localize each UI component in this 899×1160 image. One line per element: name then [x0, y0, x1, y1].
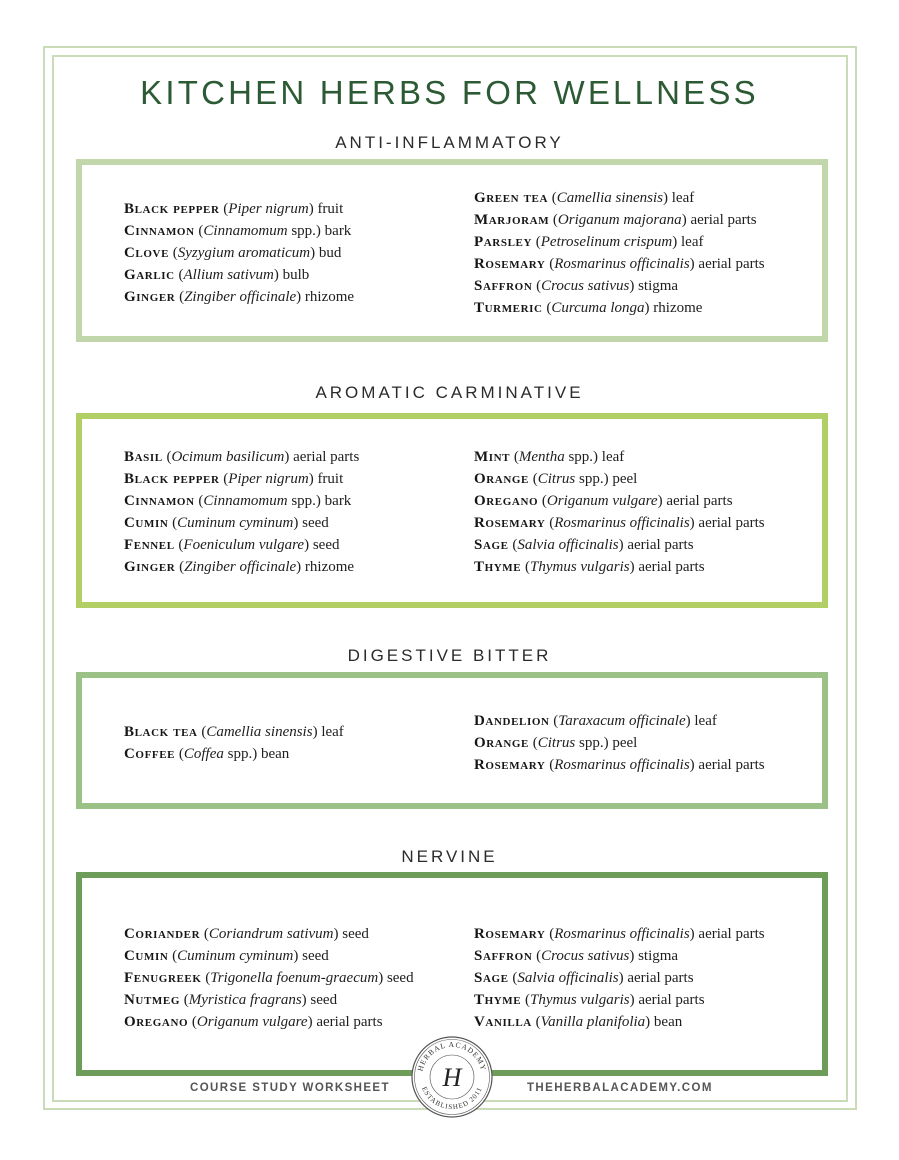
herb-part: rhizome [653, 300, 703, 316]
herb-part: bark [324, 493, 352, 509]
herb-name: Black pepper [124, 201, 220, 217]
herb-name: Sage [474, 970, 509, 986]
herb-name: Black pepper [124, 471, 220, 487]
herb-name: Rosemary [474, 926, 546, 942]
list-item: Fennel (Foeniculum vulgare) seed [124, 537, 340, 553]
herb-latin-name: Cinnamomum [203, 493, 288, 509]
list-item: Green tea (Camellia sinensis) leaf [474, 190, 695, 206]
herb-name: Cinnamon [124, 493, 195, 509]
herb-part: seed [342, 926, 369, 942]
herb-latin-name: Origanum vulgare [196, 1014, 308, 1030]
herb-list-right [474, 923, 765, 1033]
footer-website-link[interactable]: THEHERBALACADEMY.COM [527, 1082, 713, 1094]
herb-latin-name: Rosmarinus officinalis [554, 757, 690, 773]
herb-name: Vanilla [474, 1014, 532, 1030]
list-item: Black tea (Camellia sinensis) leaf [124, 724, 344, 740]
herb-name: Nutmeg [124, 992, 180, 1008]
herb-name: Thyme [474, 992, 522, 1008]
list-item: Fenugreek (Trigonella foenum-graecum) seed [124, 970, 414, 986]
herb-latin-name: Curcuma longa [551, 300, 645, 316]
herb-part: fruit [317, 471, 344, 487]
list-item: Rosemary (Rosmarinus officinalis) aerial parts [474, 256, 765, 272]
herb-name: Ginger [124, 289, 176, 305]
herb-latin-name: Taraxacum officinale [558, 713, 686, 729]
list-item: Black pepper (Piper nigrum) fruit [124, 201, 344, 217]
list-item: Coffee (Coffea spp.) bean [124, 746, 290, 762]
list-item: Orange (Citrus spp.) peel [474, 735, 638, 751]
list-item: Marjoram (Origanum majorana) aerial parts [474, 212, 757, 228]
section-title-digestive-bitter: DIGESTIVE BITTER [347, 646, 552, 665]
herb-latin-name: Citrus [537, 735, 576, 751]
herb-latin-name: Camellia sinensis [206, 724, 313, 740]
herb-list-right [474, 710, 765, 776]
herb-name: Oregano [124, 1014, 189, 1030]
herb-name: Oregano [474, 493, 539, 509]
herb-part: stigma [638, 948, 679, 964]
list-item: Vanilla (Vanilla planifolia) bean [474, 1014, 683, 1030]
herb-name: Dandelion [474, 713, 550, 729]
herb-part: seed [302, 948, 329, 964]
herb-latin-name: Camellia sinensis [556, 190, 664, 206]
list-item: Saffron (Crocus sativus) stigma [474, 948, 679, 964]
list-item: Oregano (Origanum vulgare) aerial parts [474, 493, 733, 509]
list-item: Rosemary (Rosmarinus officinalis) aerial parts [474, 926, 765, 942]
herb-name: Cinnamon [124, 223, 195, 239]
list-item: Mint (Mentha spp.) leaf [474, 449, 625, 465]
list-item: Clove (Syzygium aromaticum) bud [124, 245, 342, 261]
herb-part: leaf [671, 190, 695, 206]
herb-latin-name: Thymus vulgaris [529, 992, 630, 1008]
herb-name: Orange [474, 735, 529, 751]
herb-part: rhizome [304, 559, 355, 575]
herb-latin-name: Foeniculum vulgare [183, 537, 305, 553]
herb-latin-name: Mentha [518, 449, 565, 465]
list-item: Thyme (Thymus vulgaris) aerial parts [474, 559, 705, 575]
page-title: KITCHEN HERBS FOR WELLNESS [140, 74, 759, 111]
herb-part: bean [260, 746, 290, 762]
list-item: Nutmeg (Myristica fragrans) seed [124, 992, 338, 1008]
herb-list-left [124, 198, 354, 308]
herb-name: Rosemary [474, 256, 546, 272]
section-box-anti-inflammatory [76, 159, 828, 342]
herb-latin-name: Crocus sativus [541, 948, 630, 964]
herb-name: Marjoram [474, 212, 550, 228]
list-item: Dandelion (Taraxacum officinale) leaf [474, 713, 717, 729]
herb-latin-name: Vanilla planifolia [540, 1014, 646, 1030]
list-item: Garlic (Allium sativum) bulb [124, 267, 310, 283]
herb-latin-name: Syzygium aromaticum [177, 245, 311, 261]
herb-latin-name: Origanum vulgare [546, 493, 658, 509]
herb-name: Saffron [474, 948, 533, 964]
herb-latin-name: Zingiber officinale [184, 289, 297, 305]
list-item: Oregano (Origanum vulgare) aerial parts [124, 1014, 383, 1030]
herb-name: Rosemary [474, 757, 546, 773]
herb-latin-name: Rosmarinus officinalis [554, 926, 690, 942]
herb-latin-name: Crocus sativus [541, 278, 630, 294]
herb-part: aerial parts [698, 515, 765, 531]
seal-letter: H [442, 1063, 462, 1092]
herb-name: Fennel [124, 537, 175, 553]
herb-part: aerial parts [698, 757, 765, 773]
herb-part: peel [612, 735, 638, 751]
herb-name: Sage [474, 537, 509, 553]
herb-latin-name: Allium sativum [183, 267, 274, 283]
list-item: Parsley (Petroselinum crispum) leaf [474, 234, 704, 250]
list-item: Rosemary (Rosmarinus officinalis) aerial parts [474, 515, 765, 531]
herb-name: Black tea [124, 724, 198, 740]
herb-list-right [474, 446, 765, 578]
list-item: Cumin (Cuminum cyminum) seed [124, 515, 329, 531]
herb-name: Parsley [474, 234, 532, 250]
list-item: Cinnamon (Cinnamomum spp.) bark [124, 223, 352, 239]
herb-part: aerial parts [316, 1014, 383, 1030]
herb-part: seed [302, 515, 329, 531]
herb-latin-name: Rosmarinus officinalis [554, 256, 690, 272]
herb-part: seed [310, 992, 338, 1008]
herb-name: Saffron [474, 278, 533, 294]
herb-name: Cumin [124, 515, 169, 531]
seal-bottom-text: ESTABLISHED 2011 [420, 1085, 484, 1112]
footer-course-label: COURSE STUDY WORKSHEET [190, 1082, 390, 1094]
herb-part: bean [653, 1014, 683, 1030]
herb-part: leaf [321, 724, 344, 740]
herb-name: Clove [124, 245, 170, 261]
list-item: Basil (Ocimum basilicum) aerial parts [124, 449, 360, 465]
herb-part: peel [612, 471, 638, 487]
list-item: Cinnamon (Cinnamomum spp.) bark [124, 493, 352, 509]
herbal-academy-seal-icon [411, 1036, 493, 1118]
herb-list-right [474, 187, 765, 319]
section-title-aromatic-carminative: AROMATIC CARMINATIVE [315, 383, 584, 402]
herb-name: Orange [474, 471, 529, 487]
herb-species-suffix: spp. [223, 746, 253, 762]
herb-latin-name: Cuminum cyminum [177, 515, 294, 531]
herb-part: aerial parts [638, 559, 705, 575]
herb-part: aerial parts [627, 537, 694, 553]
section-title-nervine: NERVINE [401, 847, 498, 866]
herb-latin-name: Salvia officinalis [517, 537, 619, 553]
section-box-aromatic-carminative [76, 413, 828, 608]
herb-latin-name: Citrus [537, 471, 576, 487]
herb-part: aerial parts [690, 212, 757, 228]
herb-latin-name: Cuminum cyminum [177, 948, 294, 964]
list-item: Ginger (Zingiber officinale) rhizome [124, 289, 355, 305]
list-item: Orange (Citrus spp.) peel [474, 471, 638, 487]
herb-name: Rosemary [474, 515, 546, 531]
section-box-digestive-bitter [76, 672, 828, 809]
herb-latin-name: Trigonella foenum-graecum [210, 970, 379, 986]
herb-name: Green tea [474, 190, 548, 206]
list-item: Sage (Salvia officinalis) aerial parts [474, 970, 694, 986]
herb-latin-name: Myristica fragrans [188, 992, 302, 1008]
herb-species-suffix: spp. [575, 735, 604, 751]
herb-latin-name: Coriandrum sativum [208, 926, 334, 942]
herb-name: Ginger [124, 559, 176, 575]
herb-name: Basil [124, 449, 163, 465]
herb-latin-name: Piper nigrum [228, 201, 309, 217]
herb-name: Cumin [124, 948, 169, 964]
herb-name: Thyme [474, 559, 522, 575]
herb-latin-name: Coffea [183, 746, 224, 762]
herb-part: seed [386, 970, 414, 986]
herb-list-left [124, 923, 414, 1033]
section-title-anti-inflammatory: ANTI-INFLAMMATORY [335, 133, 564, 152]
herb-list-left [124, 721, 344, 765]
herb-part: leaf [694, 713, 717, 729]
herb-part: aerial parts [293, 449, 360, 465]
list-item: Ginger (Zingiber officinale) rhizome [124, 559, 355, 575]
herb-part: seed [312, 537, 340, 553]
herb-latin-name: Zingiber officinale [184, 559, 297, 575]
list-item: Sage (Salvia officinalis) aerial parts [474, 537, 694, 553]
herb-species-suffix: spp. [575, 471, 604, 487]
herb-part: leaf [601, 449, 625, 465]
herb-latin-name: Piper nigrum [228, 471, 309, 487]
herb-part: aerial parts [638, 992, 705, 1008]
herb-latin-name: Salvia officinalis [517, 970, 619, 986]
herb-part: stigma [638, 278, 679, 294]
herb-part: aerial parts [627, 970, 694, 986]
list-item: Saffron (Crocus sativus) stigma [474, 278, 679, 294]
list-item: Cumin (Cuminum cyminum) seed [124, 948, 329, 964]
herb-part: fruit [317, 201, 344, 217]
herb-part: rhizome [304, 289, 355, 305]
seal-top-text: HERBAL ACADEMY [415, 1039, 489, 1073]
list-item: Rosemary (Rosmarinus officinalis) aerial parts [474, 757, 765, 773]
herb-latin-name: Origanum majorana [557, 212, 682, 228]
herb-name: Mint [474, 449, 511, 465]
herb-part: leaf [681, 234, 704, 250]
herb-part: bud [318, 245, 342, 261]
herb-part: aerial parts [666, 493, 733, 509]
list-item: Thyme (Thymus vulgaris) aerial parts [474, 992, 705, 1008]
herb-name: Fenugreek [124, 970, 202, 986]
herb-species-suffix: spp. [287, 223, 316, 239]
herb-name: Coffee [124, 746, 176, 762]
herb-part: bark [324, 223, 352, 239]
list-item: Turmeric (Curcuma longa) rhizome [474, 300, 703, 316]
herb-latin-name: Ocimum basilicum [171, 449, 285, 465]
herb-species-suffix: spp. [564, 449, 594, 465]
herb-latin-name: Petroselinum crispum [540, 234, 673, 250]
list-item: Coriander (Coriandrum sativum) seed [124, 926, 369, 942]
herb-species-suffix: spp. [287, 493, 316, 509]
herb-part: bulb [282, 267, 310, 283]
herb-latin-name: Thymus vulgaris [529, 559, 630, 575]
herb-name: Turmeric [474, 300, 543, 316]
herb-name: Garlic [124, 267, 175, 283]
herb-name: Coriander [124, 926, 201, 942]
herb-latin-name: Cinnamomum [203, 223, 288, 239]
herb-part: aerial parts [698, 926, 765, 942]
herb-latin-name: Rosmarinus officinalis [554, 515, 690, 531]
herb-part: aerial parts [698, 256, 765, 272]
list-item: Black pepper (Piper nigrum) fruit [124, 471, 344, 487]
herb-list-left [124, 446, 359, 578]
